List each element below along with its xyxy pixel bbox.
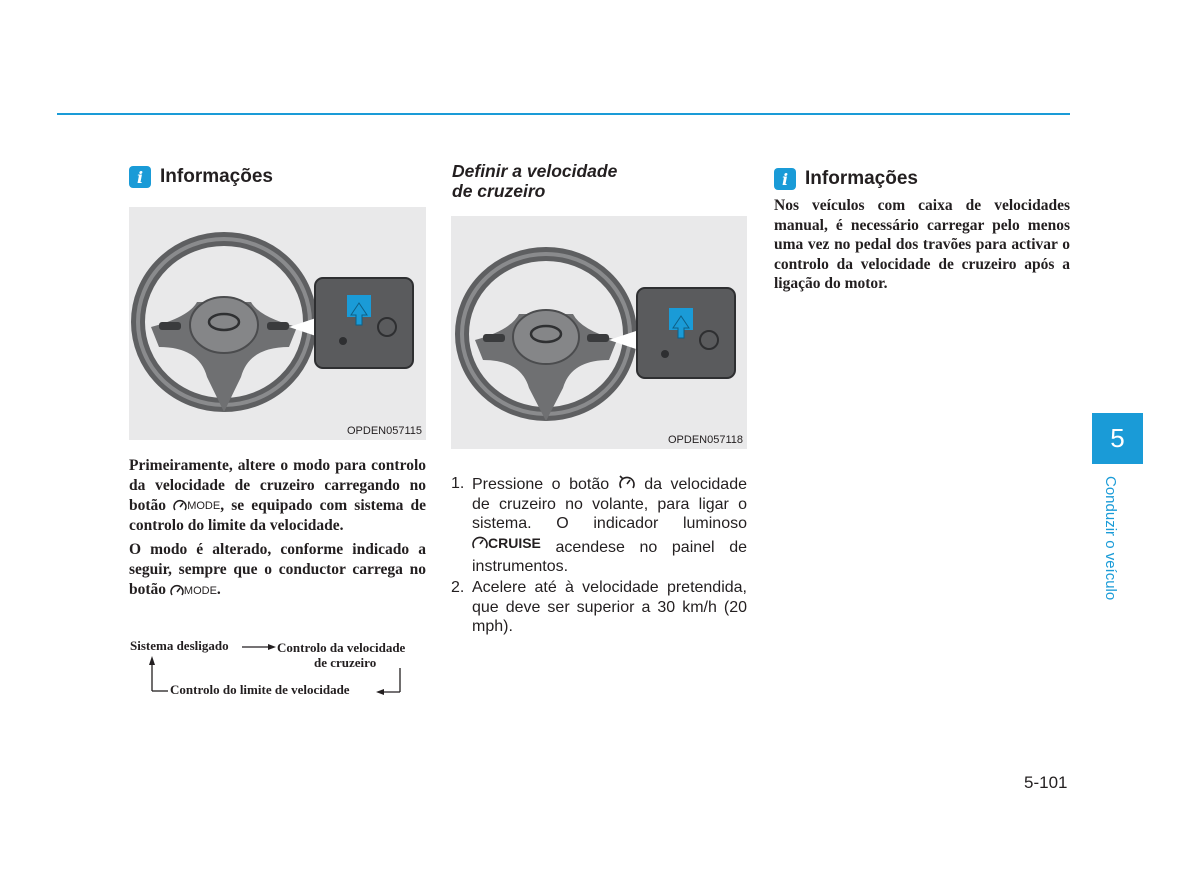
chapter-title: Conduzir o veículo [1102, 476, 1119, 601]
figure-code: OPDEN057118 [667, 434, 743, 446]
figure-code: OPDEN057115 [346, 425, 422, 437]
steering-wheel-figure-1 [129, 207, 426, 440]
cruise-indicator: CRUISE [472, 534, 541, 554]
flow-arrows [128, 636, 428, 706]
info-heading [129, 166, 426, 188]
list-item: 1. Pressione o botão da velocidade de cruzeiro no volante, para ligar o sistema. O indicador luminoso CRUISE acendese no painel de instrumentos. [451, 475, 748, 575]
info-icon: i [129, 166, 151, 188]
flow-cruise-line1: Controlo da velocidade [277, 640, 406, 655]
info-icon: i [774, 168, 796, 190]
column-left [129, 166, 426, 188]
cruise-indicator-icon [472, 535, 488, 551]
flow-off: Sistema desligado [130, 638, 229, 653]
column-middle [452, 161, 747, 201]
column-right [774, 168, 1070, 294]
speedometer-icon [173, 499, 187, 513]
info-title: Informações [160, 166, 273, 187]
paragraph-mode-switch: Primeiramente, altere o modo para controlo da velocidade de cruzeiro carregando no botão MODE , se equipado com sistema de controlo do limite da velocidade. [129, 457, 427, 535]
info-title: Informações [805, 168, 918, 189]
list-item: 2. Acelere até à velocidade pretendida, que deve ser superior a 30 km/h (20 mph). [451, 579, 747, 636]
flow-cruise-line2: de cruzeiro [314, 655, 377, 670]
flow-limit: Controlo do limite de velocidade [170, 682, 350, 697]
info-heading [774, 168, 1070, 190]
step-list [451, 474, 747, 637]
chapter-tab: 5 [1092, 413, 1143, 464]
section-heading: Definir a velocidade de cruzeiro [452, 161, 618, 201]
mode-button-glyph: MODE [173, 496, 220, 516]
mode-button-glyph: MODE [170, 581, 217, 601]
paragraph-mode-order: O modo é alterado, conforme indicado a seguir, sempre que o conductor carrega no botão MODE . [129, 540, 426, 600]
speedometer-icon [170, 584, 184, 598]
paragraph-manual-gearbox: Nos veículos com caixa de velocidades manual, é necessário carregar pelo menos uma vez no pedal dos travões para activar o controlo da velocidade de cruzeiro após a ligação do motor. [774, 197, 1070, 292]
column-left-text [129, 456, 426, 601]
speedometer-icon [618, 474, 636, 492]
steering-wheel-illustration [129, 207, 426, 440]
steering-wheel-illustration [451, 216, 747, 449]
page-number: 5-101 [1024, 773, 1068, 792]
steering-wheel-figure-2 [451, 216, 747, 449]
mode-flow-diagram [128, 636, 428, 706]
header-rule [57, 113, 1070, 115]
